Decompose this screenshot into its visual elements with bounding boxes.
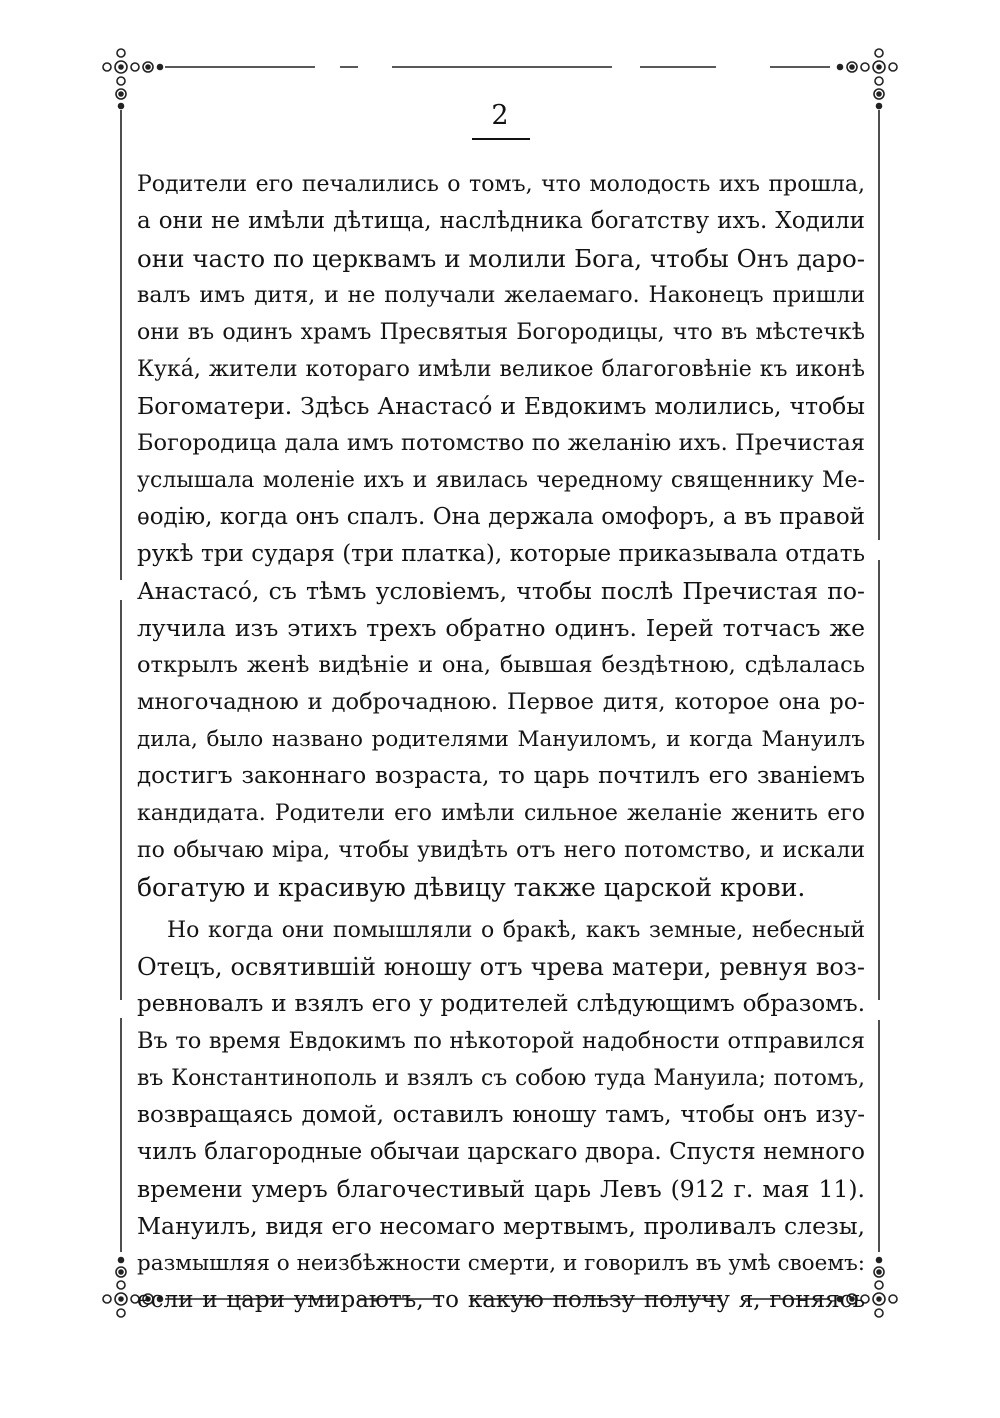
text-line: достигъ законнаго возраста, то царь почтилъ его званіемъ	[137, 763, 865, 789]
text-line: ѳодію, когда онъ спалъ. Она держала омофоръ, а въ правой	[137, 504, 865, 530]
text-line: времени умеръ благочестивый царь Левъ (912 г. мая 11).	[137, 1175, 865, 1203]
text-line: размышляя о неизбѣжности смерти, и говорилъ въ умѣ своемъ:	[137, 1251, 865, 1276]
text-line: ревновалъ и взялъ его у родителей слѣдующимъ образомъ.	[137, 991, 865, 1017]
text-line: Кука́, жители котораго имѣли великое благоговѣніе къ иконѣ	[137, 357, 865, 382]
text-line: если и цари умираютъ, то какую пользу получу я, гоняясь	[137, 1287, 865, 1313]
text-line: по обычаю міра, чтобы увидѣть отъ него потомство, и искали	[137, 838, 865, 863]
text-line: услышала моленіе ихъ и явилась чередному священнику Ме-	[137, 468, 865, 493]
text-line: богатую и красивую дѣвицу также царской крови.	[137, 873, 806, 902]
text-line: лучила изъ этихъ трехъ обратно одинъ. Іерей тотчасъ же	[137, 614, 865, 642]
text-line: Богородица дала имъ потомство по желанію ихъ. Пречистая	[137, 430, 865, 456]
page-number-rule	[472, 138, 530, 140]
text-line: Мануилъ, видя его несомаго мертвымъ, проливалъ слезы,	[137, 1212, 865, 1240]
text-line: рукѣ три сударя (три платка), которые приказывала отдать	[137, 541, 865, 567]
text-line: а они не имѣли дѣтища, наслѣдника богатству ихъ. Ходили	[137, 208, 865, 234]
text-line: открылъ женѣ видѣніе и она, бывшая бездѣтною, сдѣлалась	[137, 652, 865, 678]
text-line: Анастасо́, съ тѣмъ условіемъ, чтобы послѣ Пречистая по-	[137, 577, 865, 605]
text-line: Отецъ, освятившій юношу отъ чрева матери, ревнуя воз-	[137, 953, 865, 981]
text-line: валъ имъ дитя, и не получали желаемаго. Наконецъ пришли	[137, 283, 865, 308]
body-text	[137, 166, 865, 1319]
paragraph-2	[137, 912, 865, 1319]
page-number: 2	[491, 100, 509, 131]
text-line: они въ одинъ храмъ Пресвятыя Богородицы, что въ мѣстечкѣ	[137, 320, 865, 345]
text-line: Богоматери. Здѣсь Анастасо́ и Евдокимъ молились, чтобы	[137, 392, 865, 420]
text-line: чилъ благородные обычаи царскаго двора. Спустя немного	[137, 1139, 865, 1165]
text-line: они часто по церквамъ и молили Бога, чтобы Онъ даро-	[137, 244, 865, 273]
text-line: Но когда они помышляли о бракѣ, какъ земные, небесный	[167, 918, 865, 943]
text-line: Родители его печалились о томъ, что молодость ихъ прошла,	[137, 172, 865, 197]
text-line: многочадною и доброчадною. Первое дитя, которое она ро-	[137, 689, 865, 715]
text-line: Въ то время Евдокимъ по нѣкоторой надобности отправился	[137, 1028, 865, 1054]
text-line: въ Константинополь и взялъ съ собою туда Мануила; потомъ,	[137, 1066, 865, 1091]
text-line: возвращаясь домой, оставилъ юношу тамъ, чтобы онъ изу-	[137, 1102, 865, 1128]
text-line: кандидата. Родители его имѣли сильное желаніе женить его	[137, 801, 865, 826]
text-line: дила, было названо родителями Мануиломъ, и когда Мануилъ	[137, 727, 865, 752]
paragraph-1	[137, 166, 865, 906]
